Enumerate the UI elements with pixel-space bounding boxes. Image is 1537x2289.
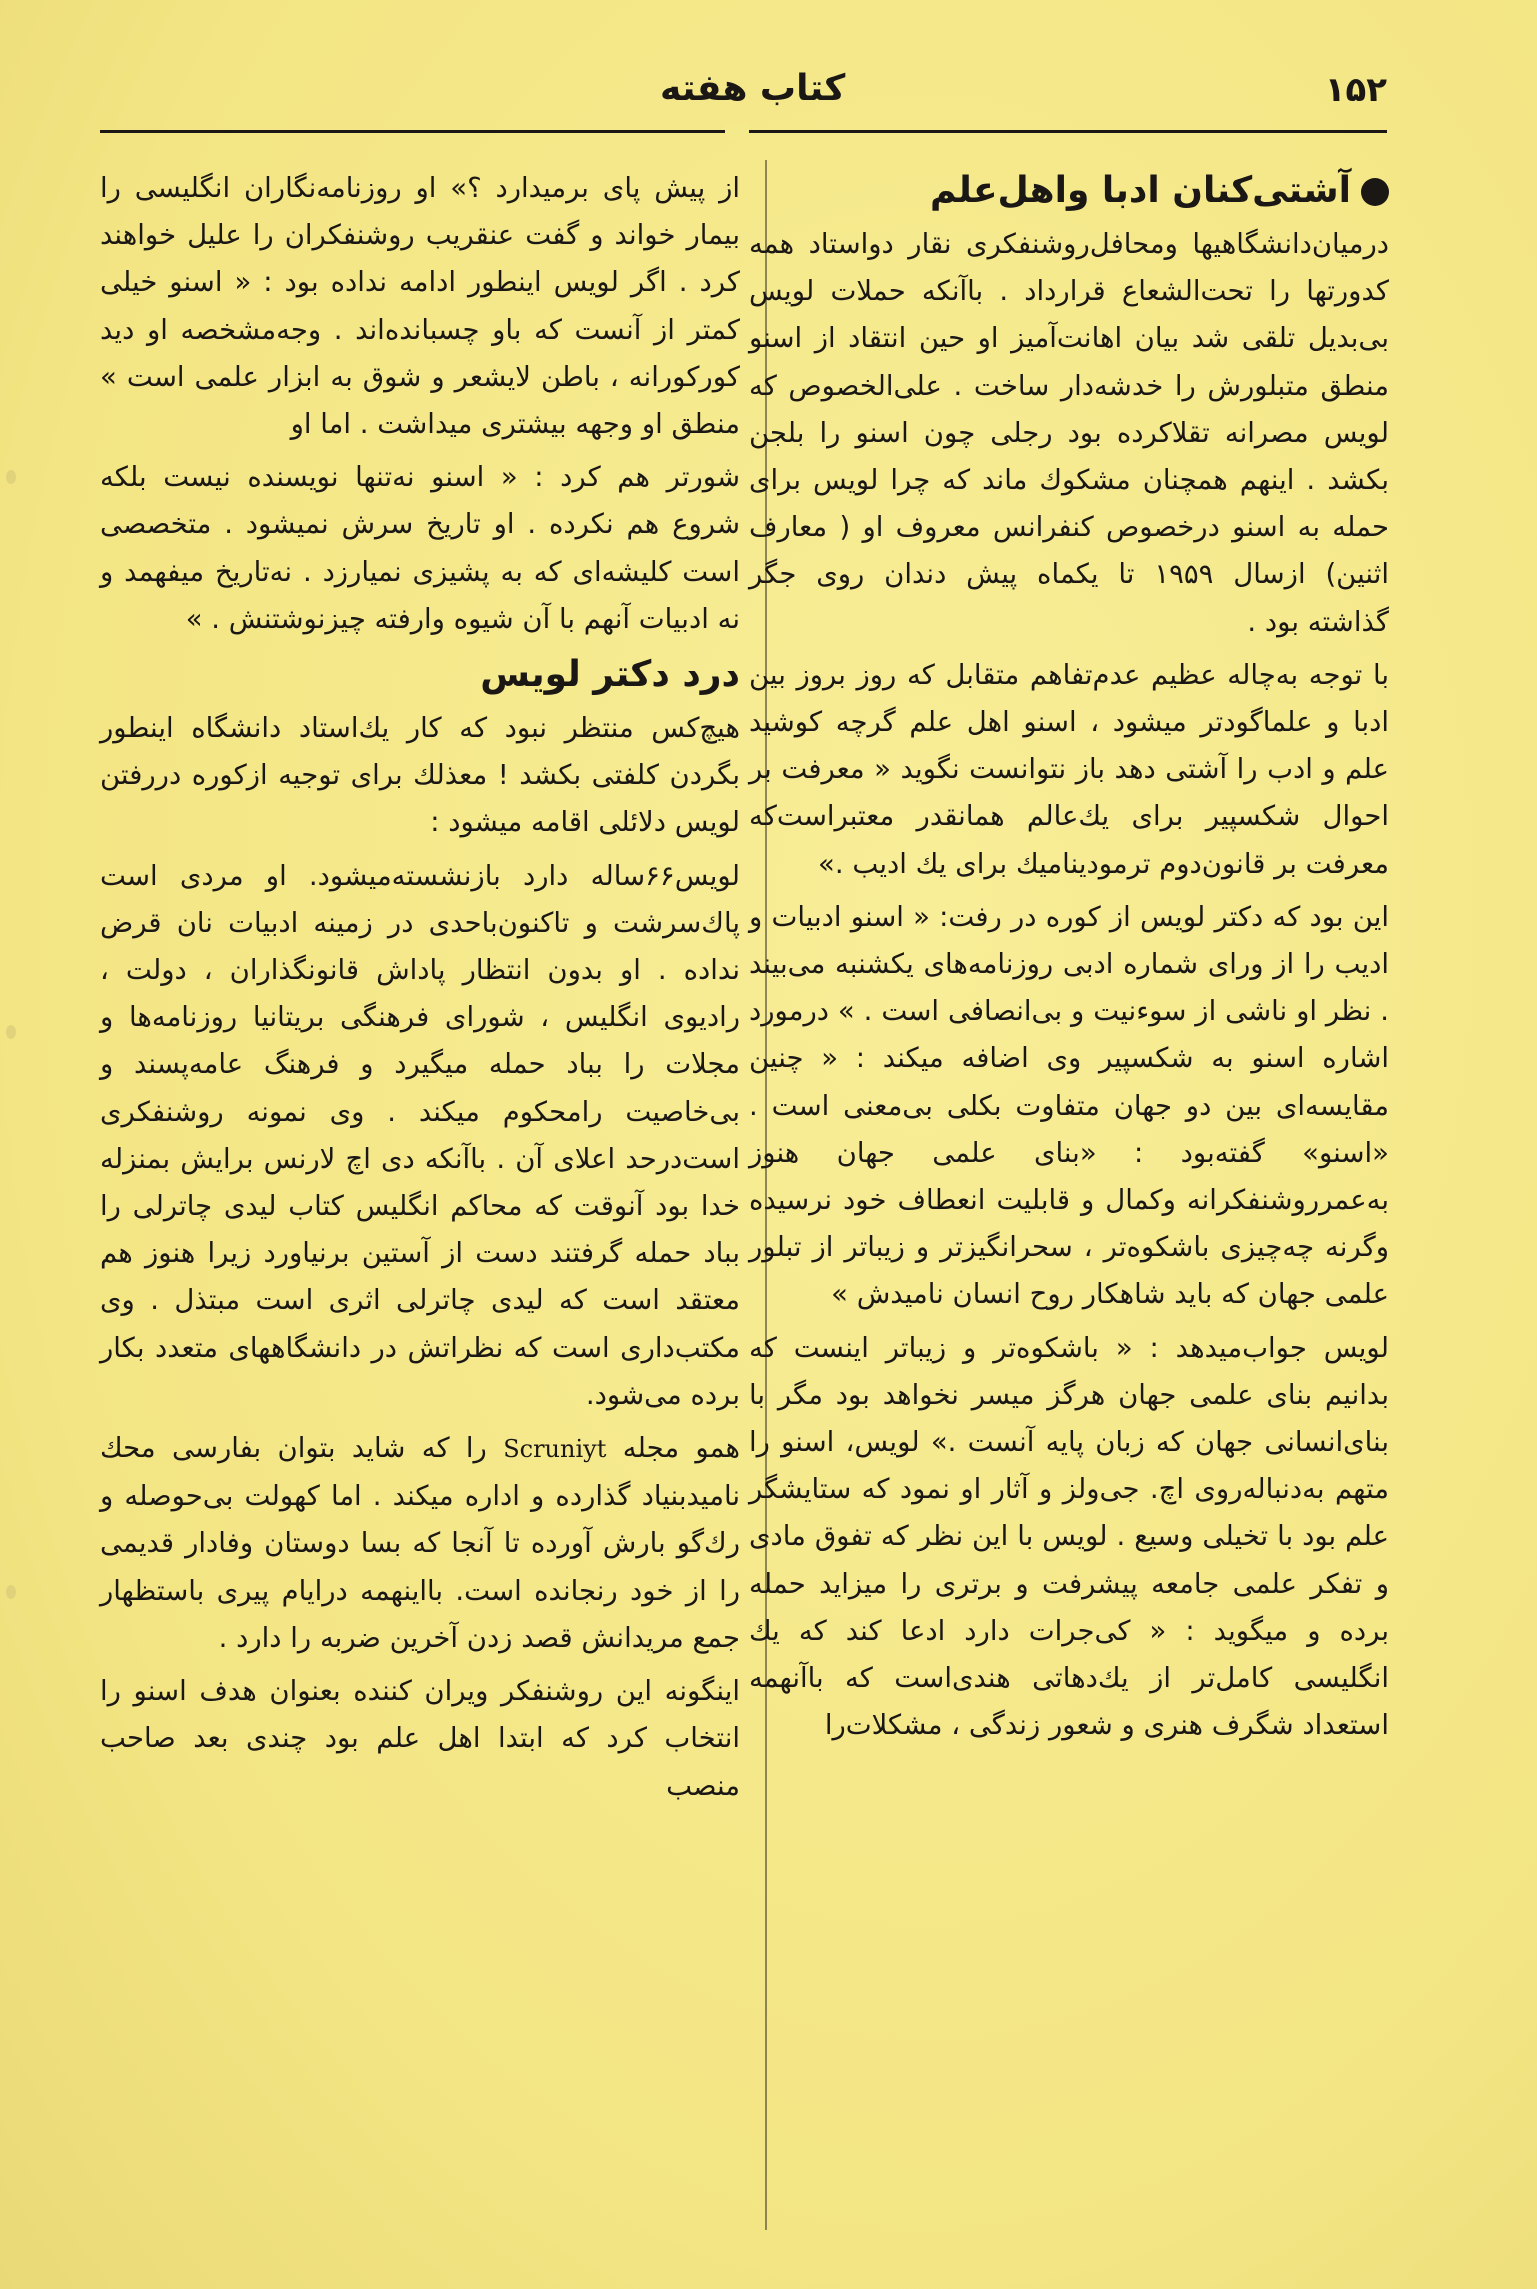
punch-hole [6, 1585, 16, 1599]
punch-hole [6, 1025, 16, 1039]
magazine-title: کتاب هفته [660, 68, 846, 109]
article-heading-text: آشتی‌کنان ادبا واهل‌علم [930, 170, 1351, 211]
page-number: ۱۵۲ [1324, 70, 1387, 110]
paragraph: درمیان‌دانشگاهیها ومحافل‌روشنفکری نقار دواستاد همه کدورتها را تحت‌الشعاع قرارداد . باآنکه حملات لویس بی‌بدیل تلقی شد بیان اهانت‌آمیز او حین انتقاد از اسنو منطق متبلورش را خدشه‌دار ساخت . علی‌الخصوص که لویس مصرانه تقلاکرده بود رجلی چون اسنو را بلجن بکشد . اینهم همچنان مشکوك ماند که چرا لویس برای حمله به اسنو درخصوص کنفرانس معروف او ( معارف اثنین) ازسال ۱۹۵۹ تا یکماه پیش دندان روی جگر گذاشته بود . [749, 228, 1390, 638]
bullet-icon [1361, 178, 1389, 206]
right-column [749, 165, 1389, 1756]
journal-intro: همو مجله [622, 1432, 741, 1465]
paragraph: اینگونه این روشنفکر ویران کننده بعنوان هدف اسنو را انتخاب کرد که ابتدا اهل علم بود چندی بعد صاحب منصب [100, 1675, 740, 1802]
paragraph: لویس۶۶ساله دارد بازنشسته‌میشود. او مردی است پاك‌سرشت و تاکنون‌باحدی در زمینه ادبیات نان قرض نداده . او بدون انتظار پاداش قانونگذاران ، دولت ، رادیوی انگلیس ، شورای فرهنگی بریتانیا روزنامه‌ها و مجلات را بباد حمله میگیرد و فرهنگ عامه‌پسند و بی‌خاصیت رامحکوم میکند . وی نمونه روشنفکری است‌درحد اعلای آن . باآنکه دی اچ لارنس برایش بمنزله خدا بود آنوقت که محاکم انگلیس کتاب لیدی چاترلی را بباد حمله گرفتند دست از آستین برنیاورد زیرا هنوز هم معتقد است که لیدی چاترلی اثری است مبتذل . وی مکتب‌داری است که نظراتش در دانشگاههای متعدد بکار برده می‌شود. [100, 859, 740, 1411]
journal-paragraph [100, 1425, 740, 1662]
paragraph: هیچ‌کس منتظر نبود که کار یك‌استاد دانشگاه اینطور بگردن کلفتی بکشد ! معذلك برای توجیه ازکوره دررفتن لویس دلائلی اقامه میشود : [100, 712, 740, 839]
article-heading [749, 165, 1389, 217]
section-heading: درد دکتر لویس [480, 654, 740, 696]
header-rule-gap [725, 124, 749, 138]
left-column [100, 165, 740, 1816]
paragraph: این بود که دکتر لویس از کوره در رفت: « اسنو ادبیات و ادیب را از ورای شماره ادبی روزنامه‌های یکشنبه می‌بیند . نظر او ناشی از سوءنیت و بی‌انصافی است . » درمورد اشاره اسنو به شکسپیر وی اضافه میکند : « چنین مقایسه‌ای بین دو جهان متفاوت بکلی بی‌معنی است . «اسنو» گفته‌بود : «بنای علمی جهان هنوز به‌عمرروشنفکرانه وکمال و قابلیت انعطاف خود نرسیده وگرنه چه‌چیزی باشکوه‌تر ، سحرانگیزتر و زیباتر از تبلور علمی جهان که باید شاهکار روح انسان نامیدش » [749, 900, 1389, 1311]
punch-hole [6, 470, 16, 484]
journal-paragraph-text: را که شاید بتوان بفارسی محك نامیدبنیاد گذارده و اداره میکند . اما کهولت بی‌حوصله و رك‌گو بارش آورده تا آنجا که بسا دوستان وفادار قدیمی را از خود رنجانده است. بااینهمه درایام پیری باستظهار جمع مریدانش قصد زدن آخرین ضربه را دارد . [100, 1432, 740, 1654]
paragraph: با توجه به‌چاله عظیم عدم‌تفاهم متقابل که روز بروز بین ادبا و علماگودتر میشود ، اسنو اهل علم گرچه کوشید علم و ادب را آشتی دهد باز نتوانست نگوید « معرفت بر احوال شکسپیر برای یك‌عالم همانقدر معتبراست‌که معرفت بر قانون‌دوم ترمودینامیك برای یك ادیب .» [749, 658, 1389, 880]
paragraph: لویس جواب‌میدهد : « باشکوه‌تر و زیباتر اینست که بدانیم بنای علمی جهان هرگز میسر نخواهد بود مگر با بنای‌انسانی جهان که زبان پایه آنست .» لویس، اسنو را متهم به‌دنباله‌روی اچ. جی‌ولز و آثار او نمود که ستایشگر علم بود با تخیلی وسیع . لویس با این نظر که تفوق مادی و تفکر علمی جامعه پیشرفت و برتری را میزاید حمله برده و میگوید : « کی‌جرات دارد ادعا کند که یك انگلیسی کامل‌تر از یك‌دهاتی هندی‌است که باآنهمه استعداد شگرف هنری و شعور زندگی ، مشکلات‌را [749, 1331, 1389, 1742]
paragraph: از پیش پای برمیدارد ؟» او روزنامه‌نگاران انگلیسی را بیمار خواند و گفت عنقریب روشنفکران را علیل خواهند کرد . اگر لویس اینطور ادامه نداده بود : « اسنو خیلی کمتر از آنست که باو چسبانده‌اند . وجه‌مشخصه او دید کورکورانه ، باطن لایشعر و شوق به ابزار علمی است » منطق او وجهه بیشتری میداشت . اما او [100, 172, 740, 441]
journal-name: Scruniyt [503, 1435, 607, 1464]
paragraph: شورتر هم کرد : « اسنو نه‌تنها نویسنده نیست بلکه شروع هم نکرده . او تاریخ سرش نمیشود . متخصصی است کلیشه‌ای که به پشیزی نمیارزد . نه‌تاریخ میفهمد و نه ادبیات آنهم با آن شیوه وارفته چیزنوشتنش . » [100, 461, 740, 635]
